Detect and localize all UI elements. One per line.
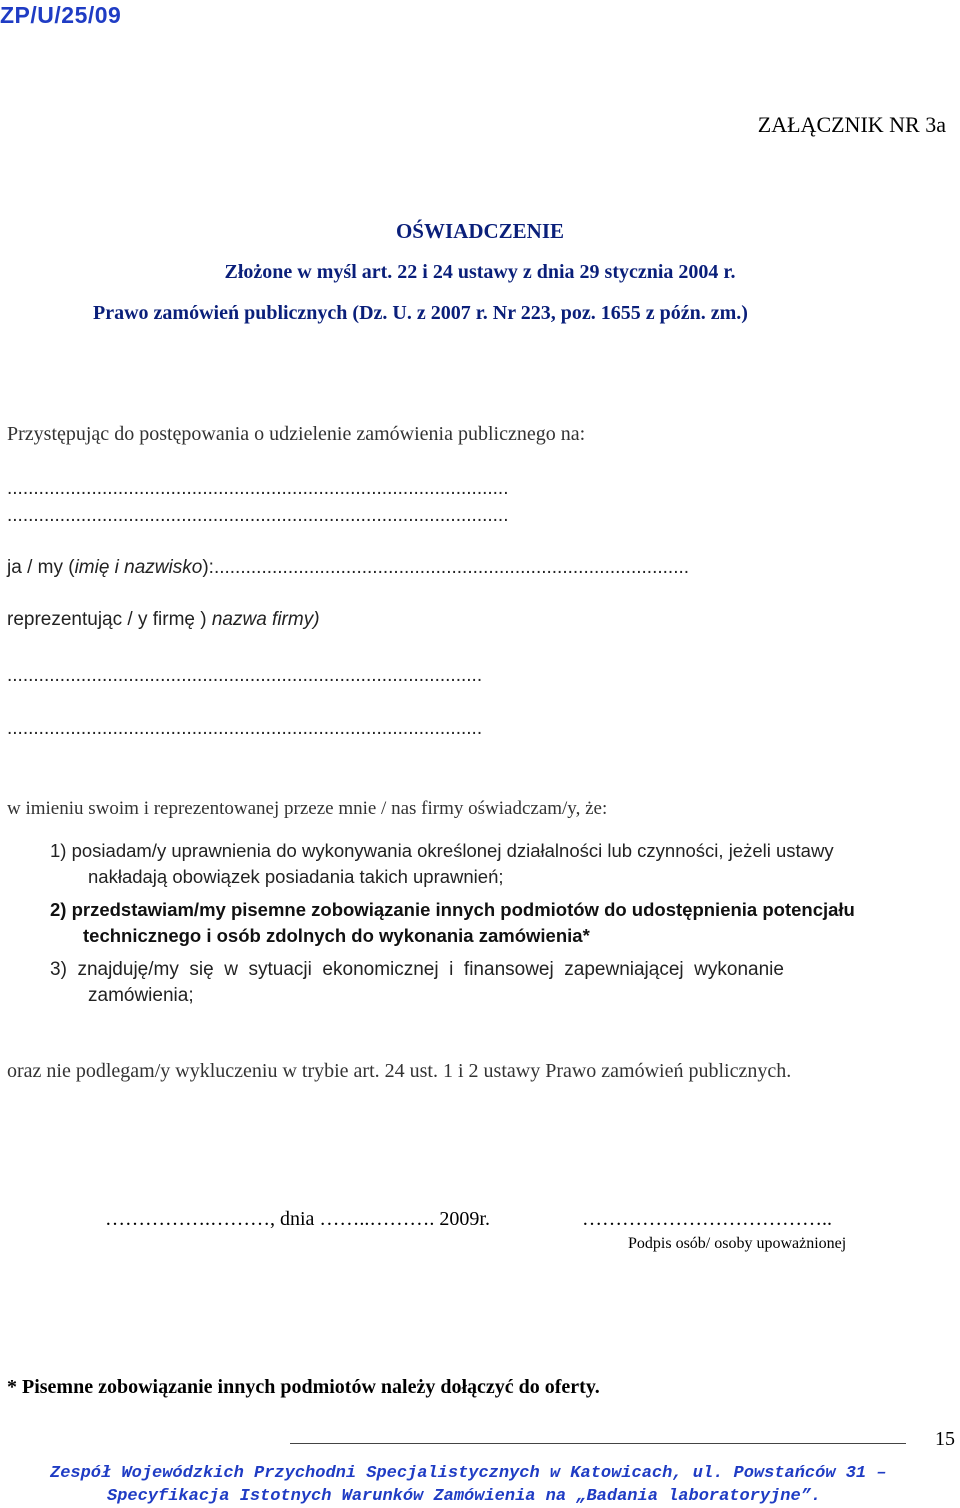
item-1-line-2: nakładają obowiązek posiadania takich uprawnień; [88, 866, 504, 887]
name-fill-line[interactable]: .......................................................................................... [213, 557, 690, 578]
title-legal-reference: Prawo zamówień publicznych (Dz. U. z 2007 r. Nr 223, poz. 1655 z późn. zm.) [93, 302, 748, 324]
footnote: * Pisemne zobowiązanie innych podmiotów należy dołączyć do oferty. [7, 1376, 600, 1398]
item-2-line-1: 2) przedstawiam/my pisemne zobowiązanie innych podmiotów do udostępnienia potencjału [50, 899, 855, 920]
title-legal-basis: Złożone w myśl art. 22 i 24 ustawy z dnia 29 stycznia 2004 r. [224, 261, 736, 283]
footer-line-1: Zespół Wojewódzkich Przychodni Specjalistycznych w Katowicach, ul. Powstańców 31 – [50, 1464, 887, 1483]
attachment-label: ZAŁĄCZNIK NR 3a [757, 112, 946, 137]
firm-label: reprezentując / y firmę ) [7, 609, 212, 630]
item-3-line-1: 3) znajduję/my się w sytuacji ekonomicznej i finansowej zapewniającej wykonanie [50, 959, 784, 980]
item-1-line-1: 1) posiadam/y uprawnienia do wykonywania określonej działalności lub czynności, jeżeli ustawy [50, 840, 834, 861]
subject-fill-line-1[interactable]: ............................................................................................... [7, 478, 509, 499]
footer-divider [290, 1443, 906, 1444]
footer-line-2: Specyfikacja Istotnych Warunków Zamówienia na „Badania laboratoryjne”. [107, 1487, 822, 1506]
name-label-hint: imię i nazwisko [74, 557, 203, 578]
document-id: ZP/U/25/09 [0, 2, 122, 28]
name-label-end: ): [202, 557, 214, 578]
declaration-item-3 [50, 957, 946, 1009]
firm-label-hint: nazwa firmy) [211, 609, 320, 630]
declaration-item-1 [50, 838, 946, 890]
firm-fill-line-1[interactable]: .......................................................................................... [7, 665, 483, 686]
declaration-item-2 [50, 897, 946, 949]
name-label: ja / my ( [7, 557, 75, 578]
closing-statement: oraz nie podlegam/y wykluczeniu w trybie art. 24 ust. 1 i 2 ustawy Prawo zamówień publicznych. [7, 1060, 792, 1082]
subject-fill-line-2[interactable]: ............................................................................................... [7, 505, 509, 526]
item-3-line-2: zamówienia; [88, 985, 194, 1006]
firm-field-row [7, 609, 320, 631]
page-number: 15 [935, 1428, 955, 1450]
signature-caption: Podpis osób/ osoby upoważnionej [628, 1235, 847, 1252]
intro-text: Przystępując do postępowania o udzielenie zamówienia publicznego na: [7, 423, 586, 445]
page-title: OŚWIADCZENIE [395, 219, 565, 243]
date-fill-line[interactable]: …………….………, dnia ……..………. 2009r. [105, 1208, 490, 1230]
declaration-lead: w imieniu swoim i reprezentowanej przeze mnie / nas firmy oświadczam/y, że: [7, 798, 608, 819]
firm-fill-line-2[interactable]: .......................................................................................... [7, 718, 483, 739]
name-field-row [7, 557, 689, 579]
item-2-line-2: technicznego i osób zdolnych do wykonania zamówienia* [83, 925, 590, 946]
signature-fill-line[interactable]: ……………………………….. [582, 1208, 832, 1230]
